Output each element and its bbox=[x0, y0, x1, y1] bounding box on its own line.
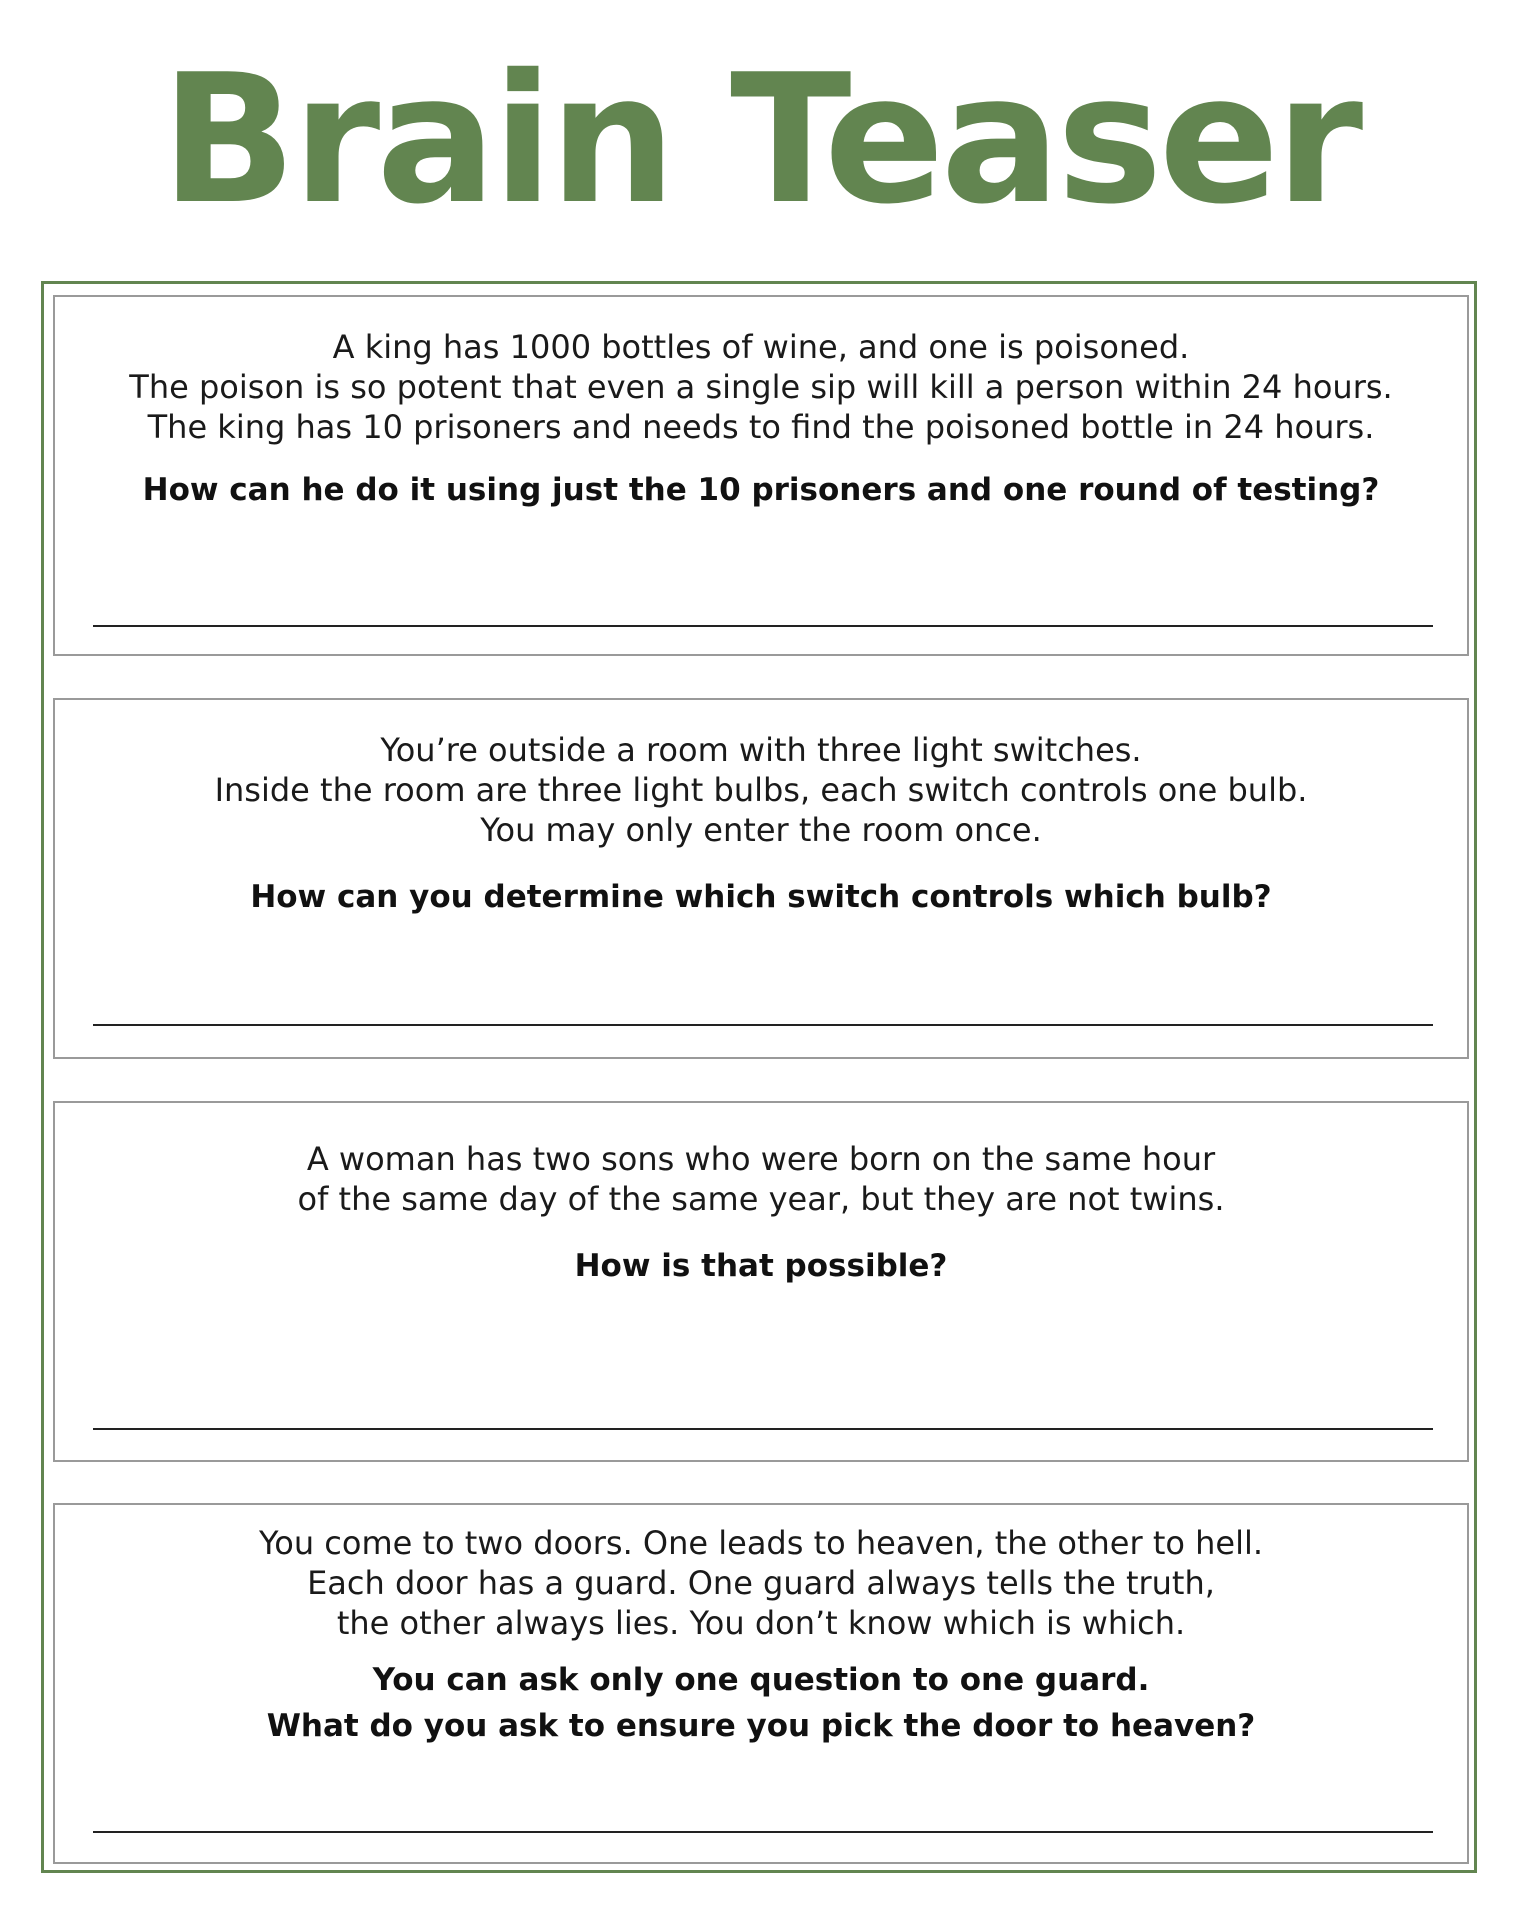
question-line: What do you ask to ensure you pick the door to heaven? bbox=[266, 1708, 1256, 1744]
teaser-question bbox=[55, 874, 1467, 920]
answer-line[interactable] bbox=[93, 1428, 1433, 1430]
question-line: How is that possible? bbox=[574, 1248, 948, 1284]
prompt-line: You’re outside a room with three light switches. bbox=[380, 731, 1142, 769]
prompt-line: of the same day of the same year, but they are not twins. bbox=[297, 1180, 1225, 1218]
question-line: How can he do it using just the 10 prisoners and one round of testing? bbox=[142, 472, 1380, 508]
teaser-prompt bbox=[55, 327, 1467, 447]
prompt-line: The poison is so potent that even a single sip will kill a person within 24 hours. bbox=[129, 368, 1393, 406]
teaser-card-3 bbox=[53, 1101, 1469, 1462]
prompt-line: The king has 10 prisoners and needs to find the poisoned bottle in 24 hours. bbox=[147, 408, 1375, 446]
teaser-prompt bbox=[55, 1523, 1467, 1643]
teaser-card-4 bbox=[53, 1503, 1469, 1864]
teaser-prompt bbox=[55, 1139, 1467, 1219]
teaser-prompt bbox=[55, 730, 1467, 850]
teaser-card-2 bbox=[53, 698, 1469, 1059]
prompt-line: You may only enter the room once. bbox=[480, 811, 1042, 849]
answer-line[interactable] bbox=[93, 1024, 1433, 1026]
prompt-line: Each door has a guard. One guard always tells the truth, bbox=[307, 1564, 1215, 1602]
question-line: How can you determine which switch controls which bulb? bbox=[250, 879, 1272, 915]
teaser-question bbox=[55, 467, 1467, 513]
teaser-card-1 bbox=[53, 295, 1469, 656]
prompt-line: the other always lies. You don’t know which is which. bbox=[336, 1604, 1186, 1642]
page-title: Brain Teaser bbox=[160, 36, 1360, 243]
prompt-line: A woman has two sons who were born on the same hour bbox=[306, 1140, 1216, 1178]
answer-line[interactable] bbox=[93, 625, 1433, 627]
prompt-line: You come to two doors. One leads to heaven, the other to hell. bbox=[258, 1524, 1264, 1562]
prompt-line: Inside the room are three light bulbs, each switch controls one bulb. bbox=[214, 771, 1308, 809]
teaser-question bbox=[55, 1657, 1467, 1749]
question-line: You can ask only one question to one guard. bbox=[372, 1662, 1150, 1698]
answer-line[interactable] bbox=[93, 1831, 1433, 1833]
teaser-question bbox=[55, 1243, 1467, 1289]
prompt-line: A king has 1000 bottles of wine, and one is poisoned. bbox=[332, 328, 1190, 366]
